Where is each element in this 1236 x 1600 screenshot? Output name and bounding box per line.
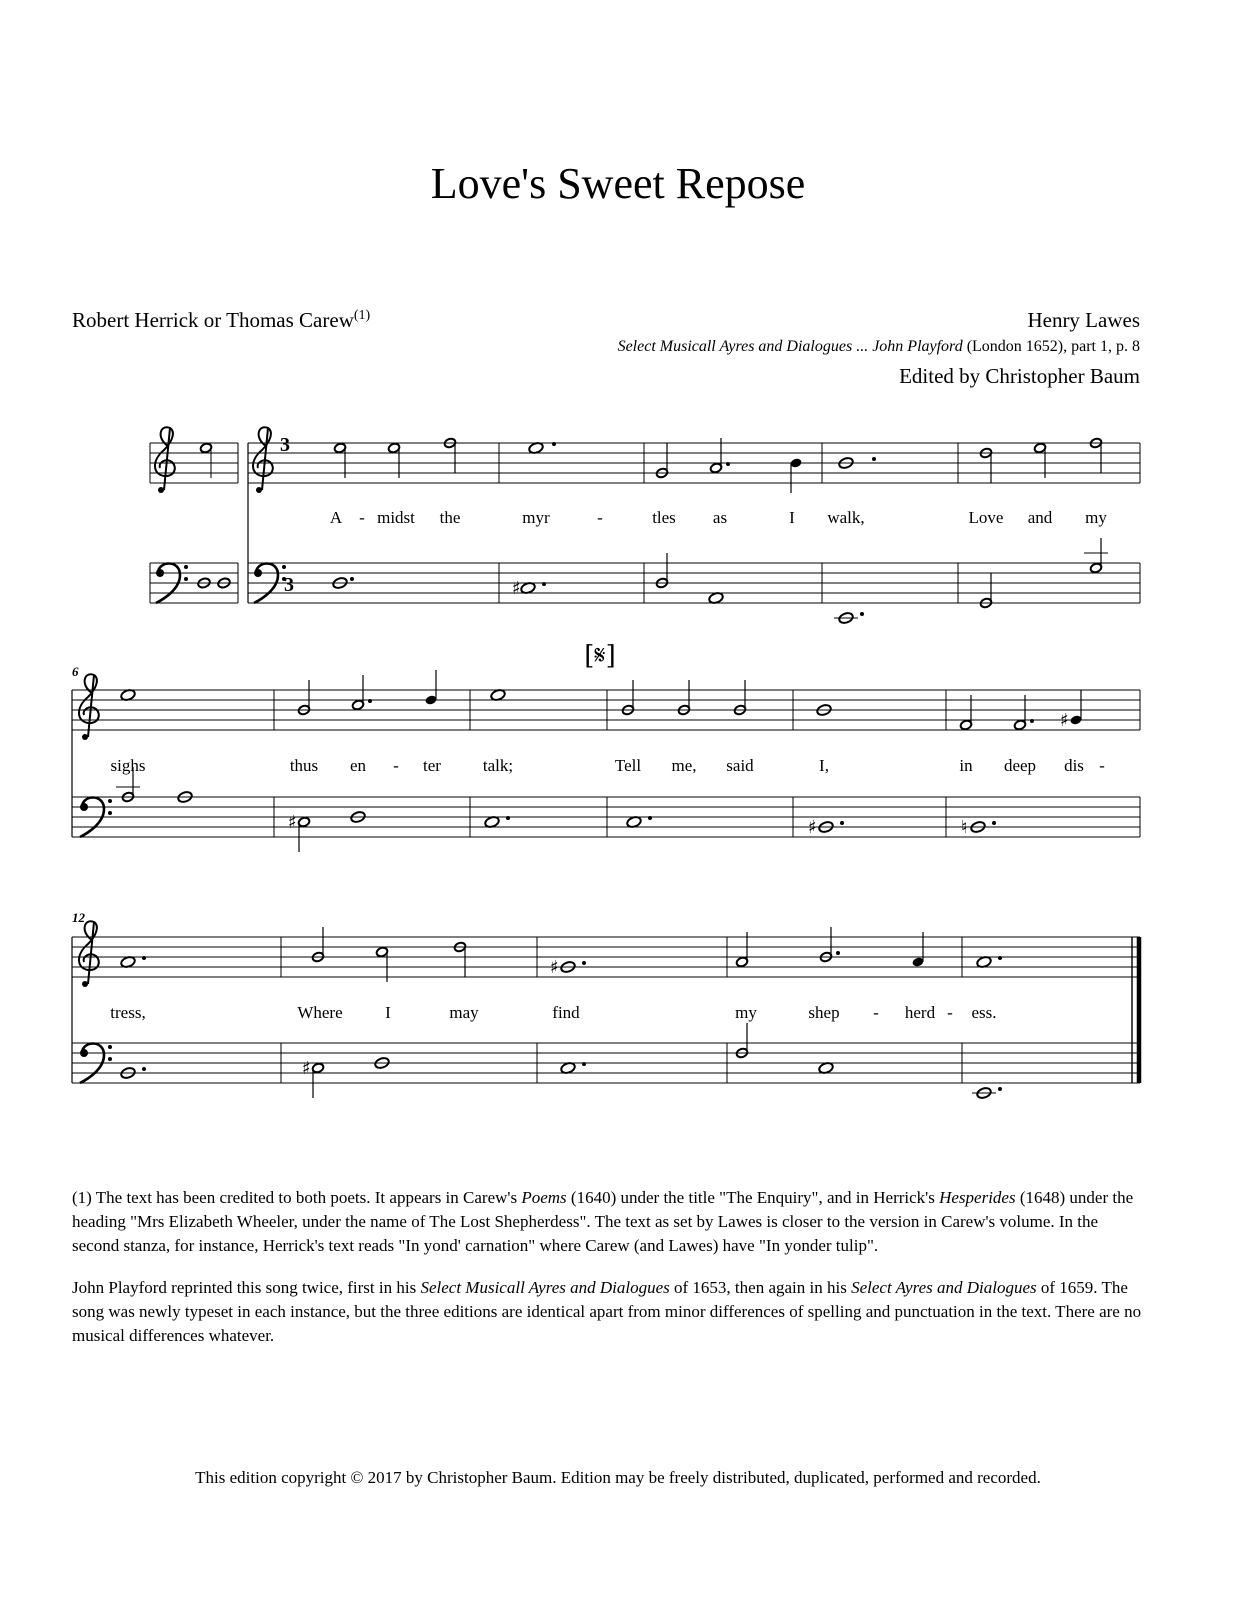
lyric: the xyxy=(439,508,461,527)
lyric: walk, xyxy=(827,508,865,527)
system-1 xyxy=(72,641,1140,852)
lyric: me, xyxy=(671,756,697,775)
lyric: tles xyxy=(652,508,676,527)
lyric: en xyxy=(349,756,367,775)
lyric: - xyxy=(597,508,603,527)
time-signature-bass: 3 xyxy=(284,574,294,596)
lyric: ess. xyxy=(971,1003,997,1022)
editor-credit: Edited by Christopher Baum xyxy=(899,364,1140,388)
lyric: shep xyxy=(808,1003,840,1022)
lyric: I xyxy=(789,508,795,527)
lyric: may xyxy=(449,1003,479,1022)
page-title: Love's Sweet Repose xyxy=(430,159,806,208)
source-details: (London 1652), part 1, p. 8 xyxy=(962,338,1140,355)
copyright-footer: This edition copyright © 2017 by Christopher Baum. Edition may be freely distributed, duplicated, performed and recorded. xyxy=(195,1468,1041,1487)
svg-text:♯: ♯ xyxy=(550,957,559,978)
lyric: my xyxy=(1085,508,1107,527)
segno-mark: [𝄋] xyxy=(584,641,616,671)
lyric: ter xyxy=(423,756,441,775)
note-title: Select Musicall Ayres and Dialogues xyxy=(420,1278,670,1297)
lyric: Love xyxy=(968,508,1004,527)
system-2 xyxy=(72,910,1140,1100)
incipit-treble-staff xyxy=(150,427,238,493)
lyric: talk; xyxy=(482,756,514,775)
lyric: sighs xyxy=(110,756,146,775)
lyric: herd xyxy=(904,1003,936,1022)
svg-text:♯: ♯ xyxy=(808,817,817,838)
lyric: I xyxy=(385,1003,391,1022)
lyric: - xyxy=(873,1003,879,1022)
footnote-1 xyxy=(72,1186,1147,1258)
note-title: Hesperides xyxy=(939,1188,1016,1207)
lyric: Tell xyxy=(614,756,642,775)
lyric: tress, xyxy=(110,1003,146,1022)
note-text: (1) The text has been credited to both poets. It appears in Carew's xyxy=(72,1188,522,1207)
lyric: - xyxy=(947,1003,953,1022)
lyric: - xyxy=(359,508,365,527)
composer-credit: Henry Lawes xyxy=(1027,308,1140,332)
measure-number: 12 xyxy=(72,910,85,925)
svg-text:♯: ♯ xyxy=(302,1058,311,1079)
lyric: - xyxy=(393,756,399,775)
lyric: midst xyxy=(377,508,415,527)
note-text: of 1653, then again in his xyxy=(669,1278,852,1297)
lyric: I, xyxy=(819,756,829,775)
lyric: my xyxy=(735,1003,757,1022)
poet-name: Robert Herrick or Thomas Carew xyxy=(72,308,354,332)
incipit-bass-staff xyxy=(150,563,238,603)
lyric: Where xyxy=(297,1003,343,1022)
lyric: in xyxy=(959,756,973,775)
lyric: thus xyxy=(289,756,319,775)
source-title: Select Musicall Ayres and Dialogues ... John Playford xyxy=(617,338,963,355)
note-text: John Playford reprinted this song twice, first in his xyxy=(72,1278,421,1297)
footnotes xyxy=(72,1186,1147,1366)
lyric: - xyxy=(1099,756,1105,775)
lyric: as xyxy=(712,508,728,527)
lyric: myr xyxy=(522,508,550,527)
note-title: Poems xyxy=(521,1188,567,1207)
footnote-mark: (1) xyxy=(353,308,371,323)
lyric: said xyxy=(726,756,754,775)
svg-text:♮: ♮ xyxy=(961,817,968,838)
svg-text:♯: ♯ xyxy=(1060,710,1069,731)
svg-text:♯: ♯ xyxy=(512,578,521,599)
lyric: dis xyxy=(1064,756,1084,775)
note-text: (1648) under the heading "Mrs Elizabeth Wheeler, under the name of The Lost Shepherdess". The text as set by Lawes is closer to the version in Carew's volume. In the second stanza, for instance, Herrick's text reads "In yond' carnation" where Carew (and Lawes) have "In yonder tulip". xyxy=(72,1188,1134,1255)
system-0 xyxy=(150,427,1140,624)
note-title: Select Ayres and Dialogues xyxy=(851,1278,1037,1297)
measure-number: 6 xyxy=(72,664,79,679)
time-signature-treble: 3 xyxy=(280,434,290,456)
svg-text:♯: ♯ xyxy=(288,812,297,833)
footnote-2 xyxy=(72,1276,1147,1348)
note-text: of 1659. The song was newly typeset in each instance, but the three editions are identical apart from minor differences of spelling and punctuation in the text. There are no musical differences whatever. xyxy=(72,1278,1142,1345)
note-text: (1640) under the title "The Enquiry", and in Herrick's xyxy=(566,1188,940,1207)
lyric: find xyxy=(552,1003,580,1022)
lyric: deep xyxy=(1003,756,1037,775)
lyric: and xyxy=(1027,508,1053,527)
lyric: A xyxy=(329,508,343,527)
